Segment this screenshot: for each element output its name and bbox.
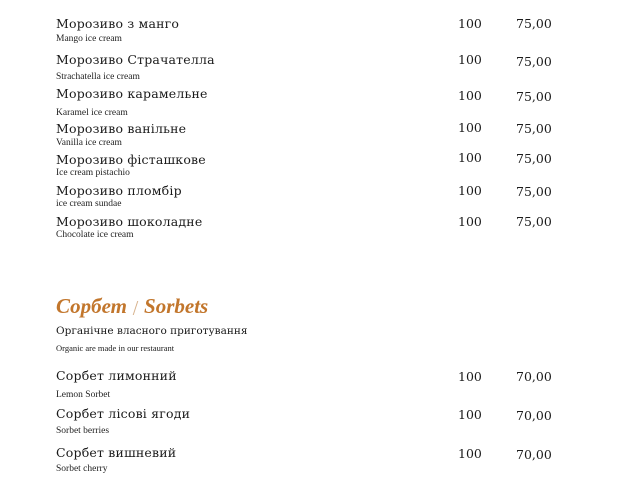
item-price: 75,00: [516, 184, 552, 199]
item-price: 75,00: [516, 89, 552, 104]
item-name: Сорбет лимонний: [56, 368, 177, 383]
item-name-en: Mango ice cream: [56, 34, 122, 44]
item-weight: 100: [458, 88, 482, 103]
item-weight: 100: [458, 446, 482, 461]
item-name-en: Sorbet cherry: [56, 464, 108, 474]
item-name-en: Sorbet berries: [56, 426, 110, 436]
item-name: Морозиво Страчателла: [56, 52, 215, 67]
item-name: Морозиво з манго: [56, 16, 180, 31]
item-weight: 100: [458, 150, 482, 165]
item-name-en: Chocolate ice cream: [56, 230, 134, 240]
title-separator: [133, 301, 139, 315]
item-weight: 100: [458, 407, 482, 422]
item-price: 75,00: [516, 214, 552, 229]
item-name: Морозиво ванільне: [56, 121, 187, 136]
item-name: Морозиво пломбір: [56, 183, 182, 198]
item-price: 75,00: [516, 16, 552, 31]
item-price: 75,00: [516, 121, 552, 136]
item-price: 75,00: [516, 151, 552, 166]
item-name: Сорбет вишневий: [56, 445, 177, 460]
item-name-en: Vanilla ice cream: [56, 138, 122, 148]
section-subtitle: Органічне власного приготування: [56, 325, 248, 337]
item-weight: 100: [458, 214, 482, 229]
section-subtitle-en: Organic are made in our restaurant: [56, 343, 175, 353]
item-name-en: Ice cream pistachio: [56, 168, 130, 178]
item-weight: 100: [458, 369, 482, 384]
item-name: Морозиво карамельне: [56, 86, 208, 101]
section-title-ua: Сорбет: [56, 294, 128, 318]
item-weight: 100: [458, 52, 482, 67]
item-name-en: Karamel ice cream: [56, 108, 128, 118]
item-price: 75,00: [516, 54, 552, 69]
section-title-sorbets: [56, 294, 208, 319]
item-price: 70,00: [516, 369, 552, 384]
item-weight: 100: [458, 120, 482, 135]
item-name-en: ice cream sundae: [56, 199, 122, 209]
item-name: Морозиво шоколадне: [56, 214, 203, 229]
item-weight: 100: [458, 16, 482, 31]
item-name-en: Strachatella ice cream: [56, 72, 140, 82]
section-title-en: Sorbets: [144, 294, 209, 318]
item-weight: 100: [458, 183, 482, 198]
item-name: Морозиво фісташкове: [56, 152, 206, 167]
item-name: Сорбет лісові ягоди: [56, 406, 191, 421]
item-price: 70,00: [516, 447, 552, 462]
item-price: 70,00: [516, 408, 552, 423]
item-name-en: Lemon Sorbet: [56, 390, 111, 400]
